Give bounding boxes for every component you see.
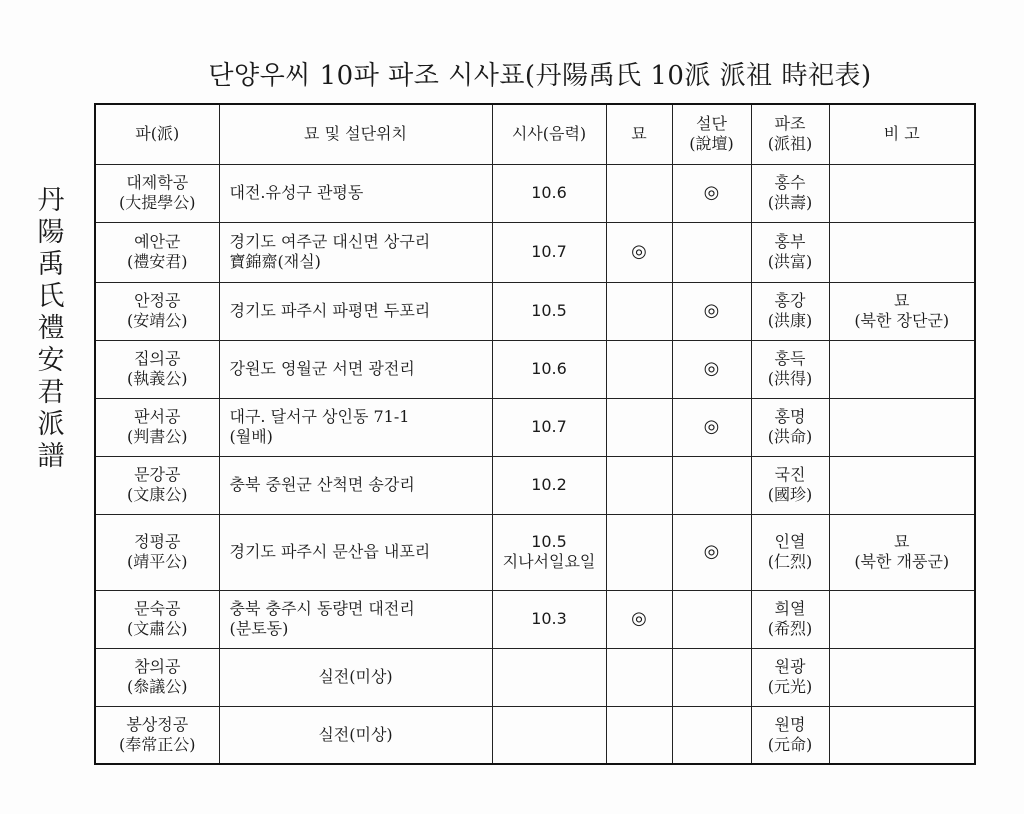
sisa-cell bbox=[492, 282, 606, 340]
sisa-cell bbox=[492, 514, 606, 590]
pa-cell bbox=[95, 222, 219, 282]
sisa-note: 지나서일요일 bbox=[502, 552, 596, 571]
bigo-line-2: (북한 개풍군) bbox=[854, 552, 950, 571]
pa-cell bbox=[95, 590, 219, 648]
header-seoldan-ko: 설단 bbox=[696, 114, 727, 134]
myo-cell: ◎ bbox=[606, 590, 672, 648]
pajo-name-hanja: (元光) bbox=[767, 677, 813, 696]
side-title-char: 派 bbox=[37, 409, 65, 440]
myo-cell bbox=[606, 340, 672, 398]
pajo-name-hanja: (洪壽) bbox=[767, 193, 813, 212]
bigo-cell bbox=[829, 340, 975, 398]
table-row bbox=[95, 706, 975, 764]
bigo-cell bbox=[829, 590, 975, 648]
pajo-name-hanja: (洪富) bbox=[767, 252, 813, 271]
pajo-name-hanja: (洪得) bbox=[767, 369, 813, 388]
pajo-cell bbox=[751, 706, 829, 764]
location-line-1: 충북 중원군 산척면 송강리 bbox=[229, 475, 415, 494]
table-row bbox=[95, 340, 975, 398]
bigo-line-1: 묘 bbox=[894, 291, 910, 310]
sisa-date: 10.7 bbox=[531, 242, 567, 261]
location-line-1: 실전(미상) bbox=[318, 724, 393, 744]
location-cell bbox=[219, 398, 492, 456]
location-line-1: 대구. 달서구 상인동 71-1 bbox=[229, 407, 410, 426]
location-line-2: 寶錦齋(재실) bbox=[229, 252, 321, 271]
sisa-date: 10.7 bbox=[531, 417, 567, 436]
pa-name-ko: 판서공 bbox=[134, 407, 181, 426]
header-pajo-ko: 파조 bbox=[774, 114, 806, 134]
bigo-line-1: 묘 bbox=[894, 532, 910, 551]
pajo-name-hanja: (洪命) bbox=[767, 427, 813, 446]
table-row bbox=[95, 282, 975, 340]
myo-cell bbox=[606, 164, 672, 222]
sisa-cell bbox=[492, 706, 606, 764]
pa-name-hanja: (判書公) bbox=[127, 427, 188, 446]
pajo-name-ko: 희열 bbox=[774, 599, 806, 618]
pajo-name-ko: 국진 bbox=[774, 465, 806, 484]
bigo-cell bbox=[829, 398, 975, 456]
header-pa: 파(派) bbox=[95, 104, 219, 164]
location-cell bbox=[219, 514, 492, 590]
pajo-name-ko: 원광 bbox=[774, 657, 806, 676]
sisa-cell bbox=[492, 164, 606, 222]
side-title-char: 丹 bbox=[37, 185, 65, 216]
location-cell bbox=[219, 222, 492, 282]
myo-cell bbox=[606, 398, 672, 456]
pa-name-hanja: (執義公) bbox=[127, 369, 188, 388]
location-line-2: (월배) bbox=[229, 427, 273, 446]
seoldan-cell: ◎ bbox=[672, 340, 751, 398]
table-row bbox=[95, 398, 975, 456]
header-myo: 묘 bbox=[606, 104, 672, 164]
sisa-cell bbox=[492, 222, 606, 282]
location-line-2: (분토동) bbox=[229, 619, 289, 638]
bigo-line-2: (북한 장단군) bbox=[854, 311, 950, 330]
pa-name-ko: 안정공 bbox=[134, 291, 181, 310]
pajo-cell bbox=[751, 282, 829, 340]
pajo-cell bbox=[751, 456, 829, 514]
pajo-name-hanja: (國珍) bbox=[767, 485, 813, 504]
pajo-cell bbox=[751, 340, 829, 398]
sisa-cell bbox=[492, 648, 606, 706]
seoldan-cell bbox=[672, 456, 751, 514]
location-line-1: 대전.유성구 관평동 bbox=[229, 183, 364, 202]
pajo-name-hanja: (元命) bbox=[767, 734, 813, 754]
location-line-1: 경기도 여주군 대신면 상구리 bbox=[229, 232, 431, 251]
pa-name-ko: 봉상정공 bbox=[126, 714, 189, 734]
seoldan-cell: ◎ bbox=[672, 282, 751, 340]
pa-cell bbox=[95, 706, 219, 764]
seoldan-cell: ◎ bbox=[672, 398, 751, 456]
bigo-cell bbox=[829, 514, 975, 590]
location-cell bbox=[219, 164, 492, 222]
pa-name-hanja: (奉常正公) bbox=[119, 734, 196, 754]
pajo-name-ko: 홍부 bbox=[774, 232, 806, 251]
sisa-cell bbox=[492, 398, 606, 456]
location-line-1: 경기도 파주시 문산읍 내포리 bbox=[229, 542, 431, 561]
pajo-cell bbox=[751, 398, 829, 456]
bigo-cell bbox=[829, 706, 975, 764]
pa-name-ko: 문숙공 bbox=[134, 599, 181, 618]
side-title-char: 安 bbox=[37, 345, 65, 376]
header-seoldan-hj: (說壇) bbox=[689, 134, 734, 154]
location-cell bbox=[219, 456, 492, 514]
side-title-char: 禹 bbox=[37, 249, 65, 280]
seoldan-cell bbox=[672, 590, 751, 648]
location-cell bbox=[219, 706, 492, 764]
seoldan-cell bbox=[672, 222, 751, 282]
pa-cell bbox=[95, 164, 219, 222]
table-body bbox=[95, 164, 975, 764]
sisa-date: 10.6 bbox=[531, 183, 567, 202]
side-title-char: 禮 bbox=[37, 313, 65, 344]
table-row bbox=[95, 222, 975, 282]
sisa-date: 10.5 bbox=[531, 532, 567, 551]
pajo-name-ko: 홍득 bbox=[774, 349, 806, 368]
pajo-name-ko: 인열 bbox=[774, 532, 806, 551]
page-title: 단양우씨 10파 파조 시사표(丹陽禹氏 10派 派祖 時祀表) bbox=[208, 61, 872, 91]
pa-name-ko: 예안군 bbox=[134, 232, 181, 251]
myo-cell bbox=[606, 282, 672, 340]
myo-cell bbox=[606, 456, 672, 514]
pa-name-hanja: (大提學公) bbox=[119, 193, 196, 212]
pa-cell bbox=[95, 282, 219, 340]
header-row bbox=[95, 104, 975, 164]
pa-name-hanja: (禮安君) bbox=[127, 252, 188, 271]
pajo-cell bbox=[751, 514, 829, 590]
pa-name-ko: 대제학공 bbox=[126, 173, 189, 192]
pajo-cell bbox=[751, 164, 829, 222]
header-bigo: 비 고 bbox=[829, 104, 975, 164]
pa-cell bbox=[95, 398, 219, 456]
location-cell bbox=[219, 648, 492, 706]
sisa-date: 10.2 bbox=[531, 475, 567, 494]
location-line-1: 강원도 영월군 서면 광전리 bbox=[229, 359, 415, 378]
sisa-cell bbox=[492, 456, 606, 514]
pa-cell bbox=[95, 514, 219, 590]
table-row bbox=[95, 590, 975, 648]
side-title-char: 君 bbox=[37, 377, 65, 408]
table-row bbox=[95, 456, 975, 514]
bigo-cell bbox=[829, 456, 975, 514]
pajo-name-hanja: (洪康) bbox=[767, 311, 813, 330]
sisa-date: 10.5 bbox=[531, 301, 567, 320]
seoldan-cell: ◎ bbox=[672, 514, 751, 590]
table-row bbox=[95, 514, 975, 590]
seoldan-cell bbox=[672, 648, 751, 706]
location-cell bbox=[219, 590, 492, 648]
pajo-name-ko: 홍명 bbox=[774, 407, 806, 426]
location-line-1: 경기도 파주시 파평면 두포리 bbox=[229, 301, 431, 320]
bigo-cell bbox=[829, 222, 975, 282]
pa-name-hanja: (文肅公) bbox=[127, 619, 188, 638]
pa-cell bbox=[95, 340, 219, 398]
header-seoldan bbox=[672, 104, 751, 164]
seoldan-cell: ◎ bbox=[672, 164, 751, 222]
pajo-name-ko: 원명 bbox=[774, 714, 806, 734]
pajo-name-hanja: (仁烈) bbox=[767, 552, 813, 571]
header-pajo bbox=[751, 104, 829, 164]
myo-cell bbox=[606, 706, 672, 764]
pa-name-hanja: (叅議公) bbox=[127, 677, 188, 696]
location-line-1: 충북 충주시 동량면 대전리 bbox=[229, 599, 415, 618]
pa-name-ko: 문강공 bbox=[134, 465, 181, 484]
sisa-table bbox=[94, 103, 976, 765]
pajo-name-ko: 홍강 bbox=[774, 291, 806, 310]
location-cell bbox=[219, 340, 492, 398]
pa-cell bbox=[95, 456, 219, 514]
pa-name-ko: 참의공 bbox=[134, 657, 181, 676]
myo-cell bbox=[606, 514, 672, 590]
table-row bbox=[95, 164, 975, 222]
pa-name-hanja: (靖平公) bbox=[127, 552, 188, 571]
sisa-date: 10.3 bbox=[531, 609, 567, 628]
pa-cell bbox=[95, 648, 219, 706]
myo-cell: ◎ bbox=[606, 222, 672, 282]
pa-name-hanja: (文康公) bbox=[127, 485, 188, 504]
pajo-name-hanja: (希烈) bbox=[767, 619, 813, 638]
pa-name-ko: 집의공 bbox=[134, 349, 181, 368]
header-sisa: 시사(음력) bbox=[492, 104, 606, 164]
location-cell bbox=[219, 282, 492, 340]
pa-name-ko: 정평공 bbox=[134, 532, 181, 551]
bigo-cell bbox=[829, 282, 975, 340]
myo-cell bbox=[606, 648, 672, 706]
header-location: 묘 및 설단위치 bbox=[219, 104, 492, 164]
sisa-cell bbox=[492, 590, 606, 648]
pajo-cell bbox=[751, 590, 829, 648]
side-title-char: 譜 bbox=[37, 441, 65, 472]
pajo-cell bbox=[751, 648, 829, 706]
pajo-cell bbox=[751, 222, 829, 282]
side-title-char: 陽 bbox=[37, 217, 65, 248]
sisa-date: 10.6 bbox=[531, 359, 567, 378]
header-pajo-hj: (派祖) bbox=[767, 134, 813, 154]
pajo-name-ko: 홍수 bbox=[774, 173, 806, 192]
seoldan-cell bbox=[672, 706, 751, 764]
sisa-cell bbox=[492, 340, 606, 398]
table-row bbox=[95, 648, 975, 706]
location-line-1: 실전(미상) bbox=[318, 667, 393, 686]
side-title-char: 氏 bbox=[37, 281, 65, 312]
bigo-cell bbox=[829, 164, 975, 222]
bigo-cell bbox=[829, 648, 975, 706]
side-title bbox=[33, 185, 69, 473]
pa-name-hanja: (安靖公) bbox=[127, 311, 188, 330]
